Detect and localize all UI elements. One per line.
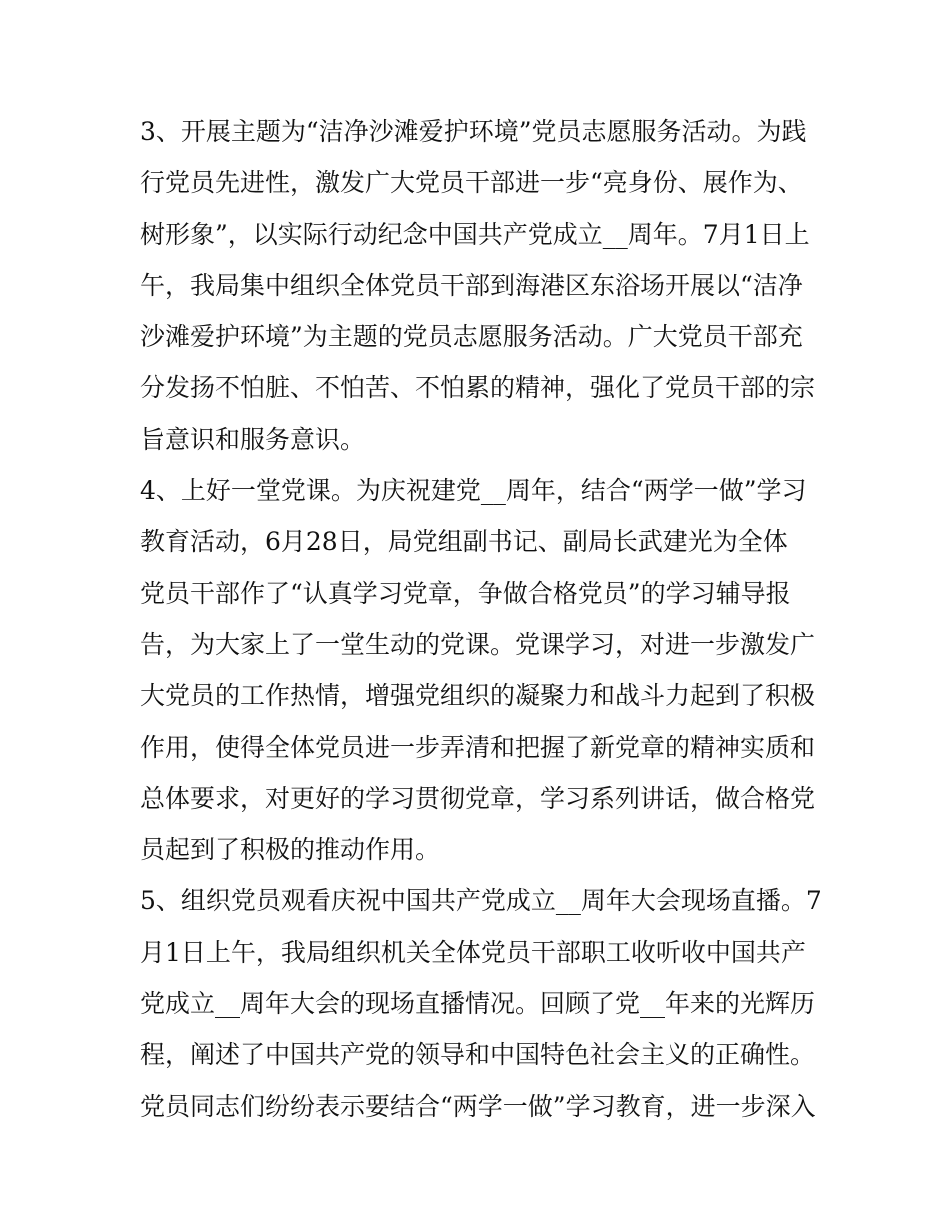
document-body [140,106,822,1132]
text-line: 总体要求，对更好的学习贯彻党章，学习系列讲话，做合格党 [140,783,816,813]
text-line: 午，我局集中组织全体党员干部到海港区东浴场开展以“洁净 [140,270,803,300]
text-line: 树形象”，以实际行动纪念中国共产党成立__周年。7月1日上 [140,219,810,249]
text-line: 党员同志们纷纷表示要结合“两学一做”学习教育，进一步深入 [140,1091,816,1121]
text-line: 3、开展主题为“洁净沙滩爱护环境”党员志愿服务活动。为践 [140,117,807,146]
text-line: 党员干部作了“认真学习党章，争做合格党员”的学习辅导报 [140,578,791,608]
text-line: 作用，使得全体党员进一步弄清和把握了新党章的精神实质和 [140,732,816,762]
text-line: 旨意识和服务意识。 [140,424,366,454]
text-line: 员起到了积极的推动作用。 [140,835,441,865]
text-line: 5、组织党员观看庆祝中国共产党成立__周年大会现场直播。7 [140,886,822,916]
text-line: 程，阐述了中国共产党的领导和中国特色社会主义的正确性。 [140,1040,816,1070]
text-line: 月1日上午，我局组织机关全体党员干部职工收听收中国共产 [140,937,806,967]
text-line: 行党员先进性，激发广大党员干部进一步“亮身份、展作为、 [140,168,803,198]
text-line: 沙滩爱护环境”为主题的党员志愿服务活动。广大党员干部充 [140,322,803,352]
text-line: 分发扬不怕脏、不怕苦、不怕累的精神，强化了党员干部的宗 [140,373,816,403]
text-line: 4、上好一堂党课。为庆祝建党__周年，结合“两学一做”学习 [140,476,807,506]
text-line: 大党员的工作热情，增强党组织的凝聚力和战斗力起到了积极 [140,681,816,711]
text-line: 党成立__周年大会的现场直播情况。回顾了党__年来的光辉历 [140,989,816,1019]
text-line: 教育活动，6月28日，局党组副书记、副局长武建光为全体 [140,527,788,557]
text-line: 告，为大家上了一堂生动的党课。党课学习，对进一步激发广 [140,629,816,659]
